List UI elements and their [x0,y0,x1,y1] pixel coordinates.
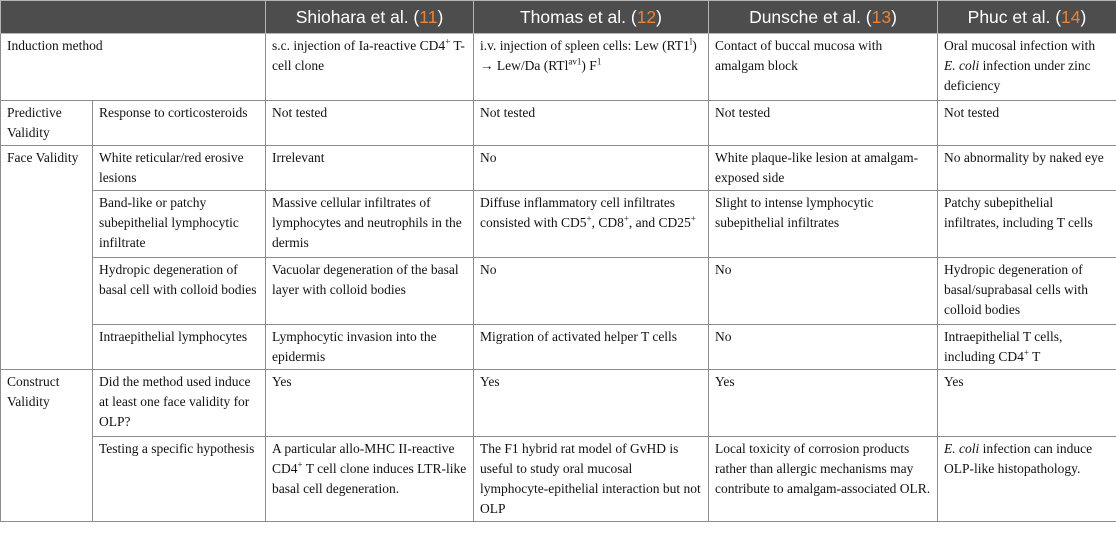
group-label-predictive: Predictive Validity [1,101,93,146]
header-study-dunsche: Dunsche et al. (13) [709,1,938,34]
cell-construct1-phuc: Yes [938,370,1116,437]
cell-face1-shiohara: Irrelevant [266,146,474,191]
table-row-induction [1,34,1116,101]
cell-induction-phuc: Oral mucosal infection with E. coli infection under zinc deficiency [938,34,1116,101]
cell-face3-thomas: No [474,258,709,325]
table-row-face-infiltrate [1,191,1116,258]
cell-construct1-shiohara: Yes [266,370,474,437]
cell-face1-phuc: No abnormality by naked eye [938,146,1116,191]
cell-construct2-shiohara: A particular allo-MHC II-reactive CD4+ T cell clone induces LTR-like basal cell degeneration. [266,437,474,522]
row-label-induce: Did the method used induce at least one face validity for OLP? [93,370,266,437]
header-row [1,1,1116,34]
row-label-corticosteroids: Response to corticosteroids [93,101,266,146]
table-row-predictive [1,101,1116,146]
reference-link-13[interactable]: 13 [871,7,892,27]
cell-face4-phuc: Intraepithelial T cells, including CD4+ T [938,325,1116,370]
table-row-construct-face [1,370,1116,437]
cell-construct2-phuc: E. coli infection can induce OLP-like histopathology. [938,437,1116,522]
cell-predictive-phuc: Not tested [938,101,1116,146]
cell-face4-thomas: Migration of activated helper T cells [474,325,709,370]
cell-induction-dunsche: Contact of buccal mucosa with amalgam block [709,34,938,101]
reference-link-11[interactable]: 11 [419,7,438,27]
cell-face3-dunsche: No [709,258,938,325]
table-row-face-intraepithelial [1,325,1116,370]
table-row-face-lesions [1,146,1116,191]
row-label-hypothesis: Testing a specific hypothesis [93,437,266,522]
cell-face2-dunsche: Slight to intense lymphocytic subepithelial infiltrates [709,191,938,258]
group-label-face: Face Validity [1,146,93,370]
row-label-hydropic: Hydropic degeneration of basal cell with colloid bodies [93,258,266,325]
row-label-intraepithelial: Intraepithelial lymphocytes [93,325,266,370]
cell-face2-phuc: Patchy subepithelial infiltrates, including T cells [938,191,1116,258]
cell-construct1-thomas: Yes [474,370,709,437]
group-label-construct: Construct Validity [1,370,93,522]
header-study-thomas: Thomas et al. (12) [474,1,709,34]
header-study-phuc: Phuc et al. (14) [938,1,1116,34]
cell-induction-thomas: i.v. injection of spleen cells: Lew $(RT1^l) \to Lew/Da$ (RTl$^{av1}$) $F^1$ [474,34,709,101]
cell-predictive-dunsche: Not tested [709,101,938,146]
header-study-shiohara: Shiohara et al. (11) [266,1,474,34]
header-blank-cell [1,1,266,34]
cell-face4-dunsche: No [709,325,938,370]
cell-face2-thomas: Diffuse inflammatory cell infiltrates consisted with CD5+, CD8+, and CD25+ [474,191,709,258]
cell-face3-shiohara: Vacuolar degeneration of the basal layer with colloid bodies [266,258,474,325]
cell-predictive-shiohara: Not tested [266,101,474,146]
cell-face4-shiohara: Lymphocytic invasion into the epidermis [266,325,474,370]
cell-construct2-dunsche: Local toxicity of corrosion products rather than allergic mechanisms may contribute to amalgam-associated OLR. [709,437,938,522]
table-row-face-hydropic [1,258,1116,325]
row-label-infiltrate: Band-like or patchy subepithelial lymphocytic infiltrate [93,191,266,258]
row-label-induction: Induction method [1,34,266,101]
table-row-construct-hypothesis [1,437,1116,522]
reference-link-12[interactable]: 12 [636,7,657,27]
cell-face1-thomas: No [474,146,709,191]
row-label-lesions: White reticular/red erosive lesions [93,146,266,191]
cell-face3-phuc: Hydropic degeneration of basal/suprabasal cells with colloid bodies [938,258,1116,325]
cell-predictive-thomas: Not tested [474,101,709,146]
cell-induction-shiohara: s.c. injection of Ia-reactive CD4+ T-cell clone [266,34,474,101]
cell-face1-dunsche: White plaque-like lesion at amalgam-exposed side [709,146,938,191]
cell-construct1-dunsche: Yes [709,370,938,437]
cell-face2-shiohara: Massive cellular infiltrates of lymphocytes and neutrophils in the dermis [266,191,474,258]
cell-construct2-thomas: The F1 hybrid rat model of GvHD is useful to study oral mucosal lymphocyte-epithelial interaction but not OLP [474,437,709,522]
reference-link-14[interactable]: 14 [1061,7,1081,27]
